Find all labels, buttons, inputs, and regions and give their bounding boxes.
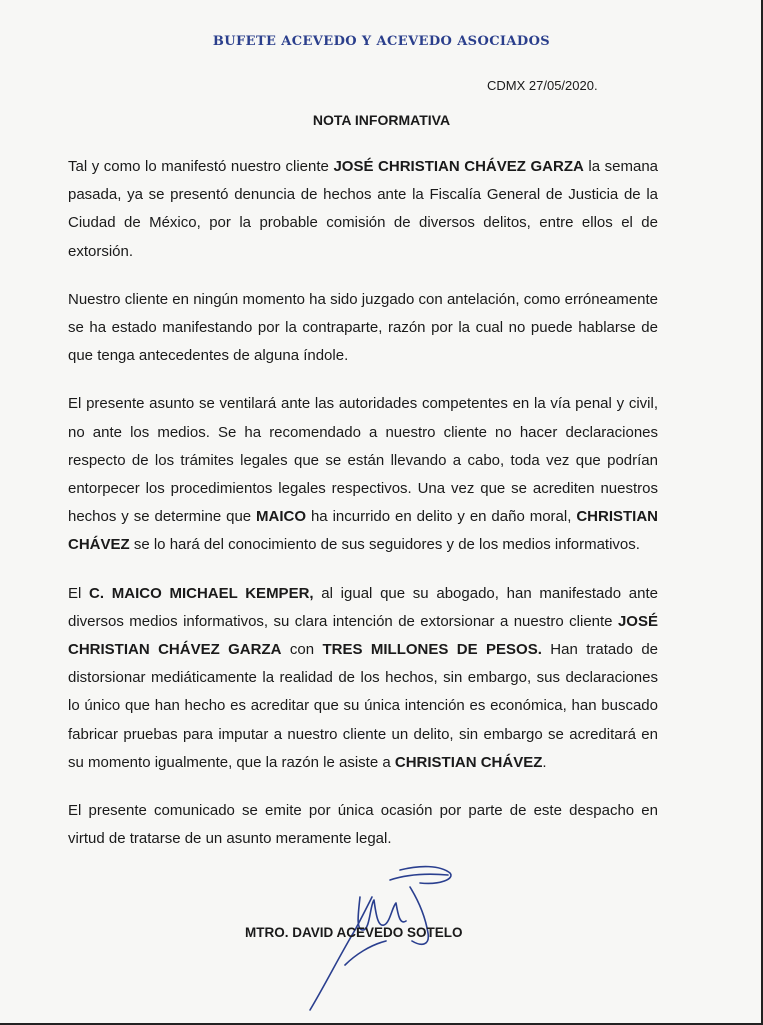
paragraph	[68, 286, 658, 371]
signer-name: MTRO. DAVID ACEVEDO SOTELO	[245, 925, 463, 940]
bold-text: CHRISTIAN CHÁVEZ	[394, 753, 543, 771]
paragraph-text: .	[542, 753, 547, 771]
paragraph	[68, 153, 658, 266]
document-date: CDMX 27/05/2020.	[487, 78, 598, 93]
bold-text: CHRISTIAN CHÁVEZ	[68, 508, 658, 554]
paragraph	[68, 390, 658, 559]
paragraph-text: Han tratado de distorsionar mediáticamente la realidad de los hechos, sin embargo, sus declaraciones lo único que han hecho es acreditar que su única intención es económica, han buscado fabricar pruebas para imputar a nuestro cliente un delito, sin embargo se acreditará en su momento igualmente, que la razón le asiste a	[68, 641, 659, 771]
paragraph-text: Tal y como lo manifestó nuestro cliente	[68, 158, 334, 175]
paragraph-text: Nuestro cliente en ningún momento ha sido juzgado con antelación, como erróneamente se ha estado manifestando por la contraparte, razón por la cual no puede hablarse de que tenga antecedentes de alguna índole.	[68, 290, 658, 365]
bold-text: JOSÉ CHRISTIAN CHÁVEZ GARZA	[68, 612, 658, 659]
paragraph-text: ha incurrido en delito y en daño moral,	[306, 508, 577, 526]
bold-text: MAICO	[256, 508, 307, 526]
firm-name: BUFETE ACEVEDO Y ACEVEDO ASOCIADOS	[212, 34, 551, 49]
bold-text: C. MAICO MICHAEL KEMPER,	[89, 584, 314, 602]
paragraph-text: con	[281, 641, 323, 659]
document-body	[68, 153, 658, 873]
paragraph-text: se lo hará del conocimiento de sus seguidores y de los medios informativos.	[129, 536, 640, 554]
paragraph-text: la semana pasada, ya se presentó denuncia de hechos ante la Fiscalía General de Justicia de la Ciudad de México, por la probable comisión de diversos delitos, entre ellos el de extorsión.	[68, 158, 659, 260]
paragraph-text: El	[68, 584, 90, 602]
page-title: NOTA INFORMATIVA	[312, 112, 451, 128]
paragraph	[68, 580, 658, 777]
bold-text: TRES MILLONES DE PESOS.	[322, 641, 542, 659]
paragraph-text: El presente comunicado se emite por única ocasión por parte de este despacho en virtud de tratarse de un asunto meramente legal.	[68, 802, 658, 848]
paragraph-text: al igual que su abogado, han manifestado ante diversos medios informativos, su clara intención de extorsionar a nuestro cliente	[68, 584, 658, 630]
bold-text: JOSÉ CHRISTIAN CHÁVEZ GARZA	[333, 158, 584, 175]
paragraph-text: El presente asunto se ventilará ante las autoridades competentes en la vía penal y civil, no ante los medios. Se ha recomendado a nuestro cliente no hacer declaraciones respecto de los trámites legales que se están llevando a cabo, toda vez que podrían entorpecer los procedimientos legales respectivos. Una vez que se acrediten nuestros hechos y se determine que	[68, 395, 658, 526]
